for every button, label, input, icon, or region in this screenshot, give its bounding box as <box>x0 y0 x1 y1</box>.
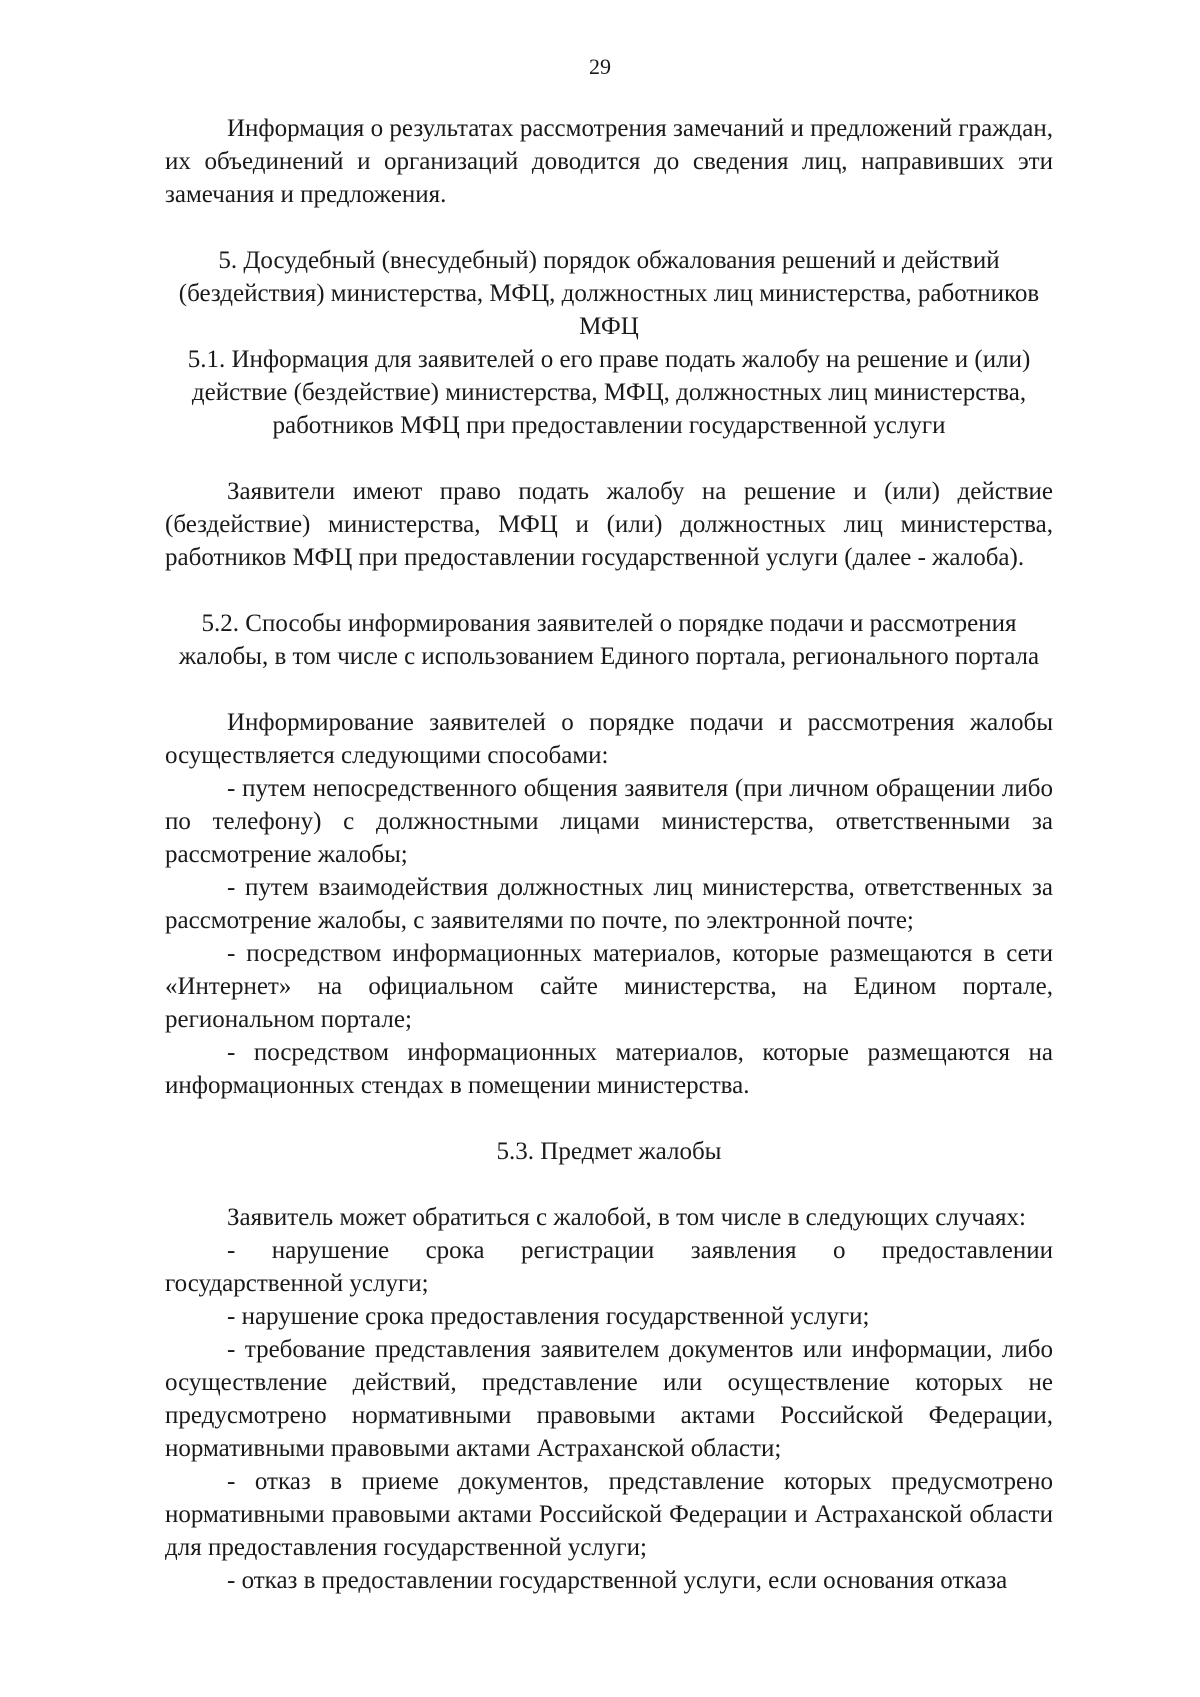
section-heading-5-3: 5.3. Предмет жалобы <box>496 1138 722 1165</box>
list-item-document-refusal: - отказ в приеме документов, представление которых предусмотрено нормативными правовыми актами Российской Федерации и Астраханской области для предоставления государственной услуги; <box>165 1468 1053 1561</box>
spacer <box>165 442 1053 475</box>
list-item-internet-materials: - посредством информационных материалов, которые размещаются в сети «Интернет» на официальном сайте министерства, на Едином портале, региональном портале; <box>165 940 1053 1033</box>
list-item-registration-deadline: - нарушение срока регистрации заявления о предоставлении государственной услуги; <box>165 1237 1053 1297</box>
document-body <box>165 112 1053 1597</box>
spacer <box>165 211 1053 244</box>
section-heading-5-1: 5.1. Информация для заявителей о его праве подать жалобу на решение и (или) действие (бездействие) министерства, МФЦ, должностных лиц министерства, работников МФЦ при предоставлении государственной услуги <box>187 346 1031 439</box>
list-item-service-refusal: - отказ в предоставлении государственной услуги, если основания отказа <box>227 1567 1008 1594</box>
list-item-information-stands: - посредством информационных материалов, которые размещаются на информационных стендах в помещении министерства. <box>165 1039 1053 1099</box>
spacer <box>165 1102 1053 1135</box>
section-heading-5: 5. Досудебный (внесудебный) порядок обжалования решений и действий (бездействия) министерства, МФЦ, должностных лиц министерства, работников МФЦ <box>178 247 1040 340</box>
spacer <box>165 1168 1053 1201</box>
paragraph-right-to-complain: Заявители имеют право подать жалобу на решение и (или) действие (бездействие) министерства, МФЦ и (или) должностных лиц министерства, работников МФЦ при предоставлении государственной услуги (далее - жалоба). <box>165 478 1053 571</box>
page-number: 29 <box>589 54 611 79</box>
paragraph-complaint-cases: Заявитель может обратиться с жалобой, в том числе в следующих случаях: <box>227 1204 1026 1231</box>
spacer <box>165 574 1053 607</box>
section-heading-5-2: 5.2. Способы информирования заявителей о порядке подачи и рассмотрения жалобы, в том числе с использованием Единого портала, регионального портала <box>178 610 1040 670</box>
paragraph-feedback-results: Информация о результатах рассмотрения замечаний и предложений граждан, их объединений и организаций доводится до сведения лиц, направивших эти замечания и предложения. <box>165 115 1053 208</box>
list-item-extra-documents: - требование представления заявителем документов или информации, либо осуществление действий, представление или осуществление которых не предусмотрено нормативными правовыми актами Российской Федерации, нормативными правовыми актами Астраханской области; <box>165 1336 1053 1462</box>
list-item-service-deadline: - нарушение срока предоставления государственной услуги; <box>227 1303 870 1330</box>
list-item-direct-communication: - путем непосредственного общения заявителя (при личном обращении либо по телефону) с должностными лицами министерства, ответственными за рассмотрение жалобы; <box>165 775 1053 868</box>
list-item-mail-interaction: - путем взаимодействия должностных лиц министерства, ответственных за рассмотрение жалобы, с заявителями по почте, по электронной почте; <box>165 874 1053 934</box>
spacer <box>165 673 1053 706</box>
paragraph-informing-methods: Информирование заявителей о порядке подачи и рассмотрения жалобы осуществляется следующими способами: <box>165 709 1053 769</box>
